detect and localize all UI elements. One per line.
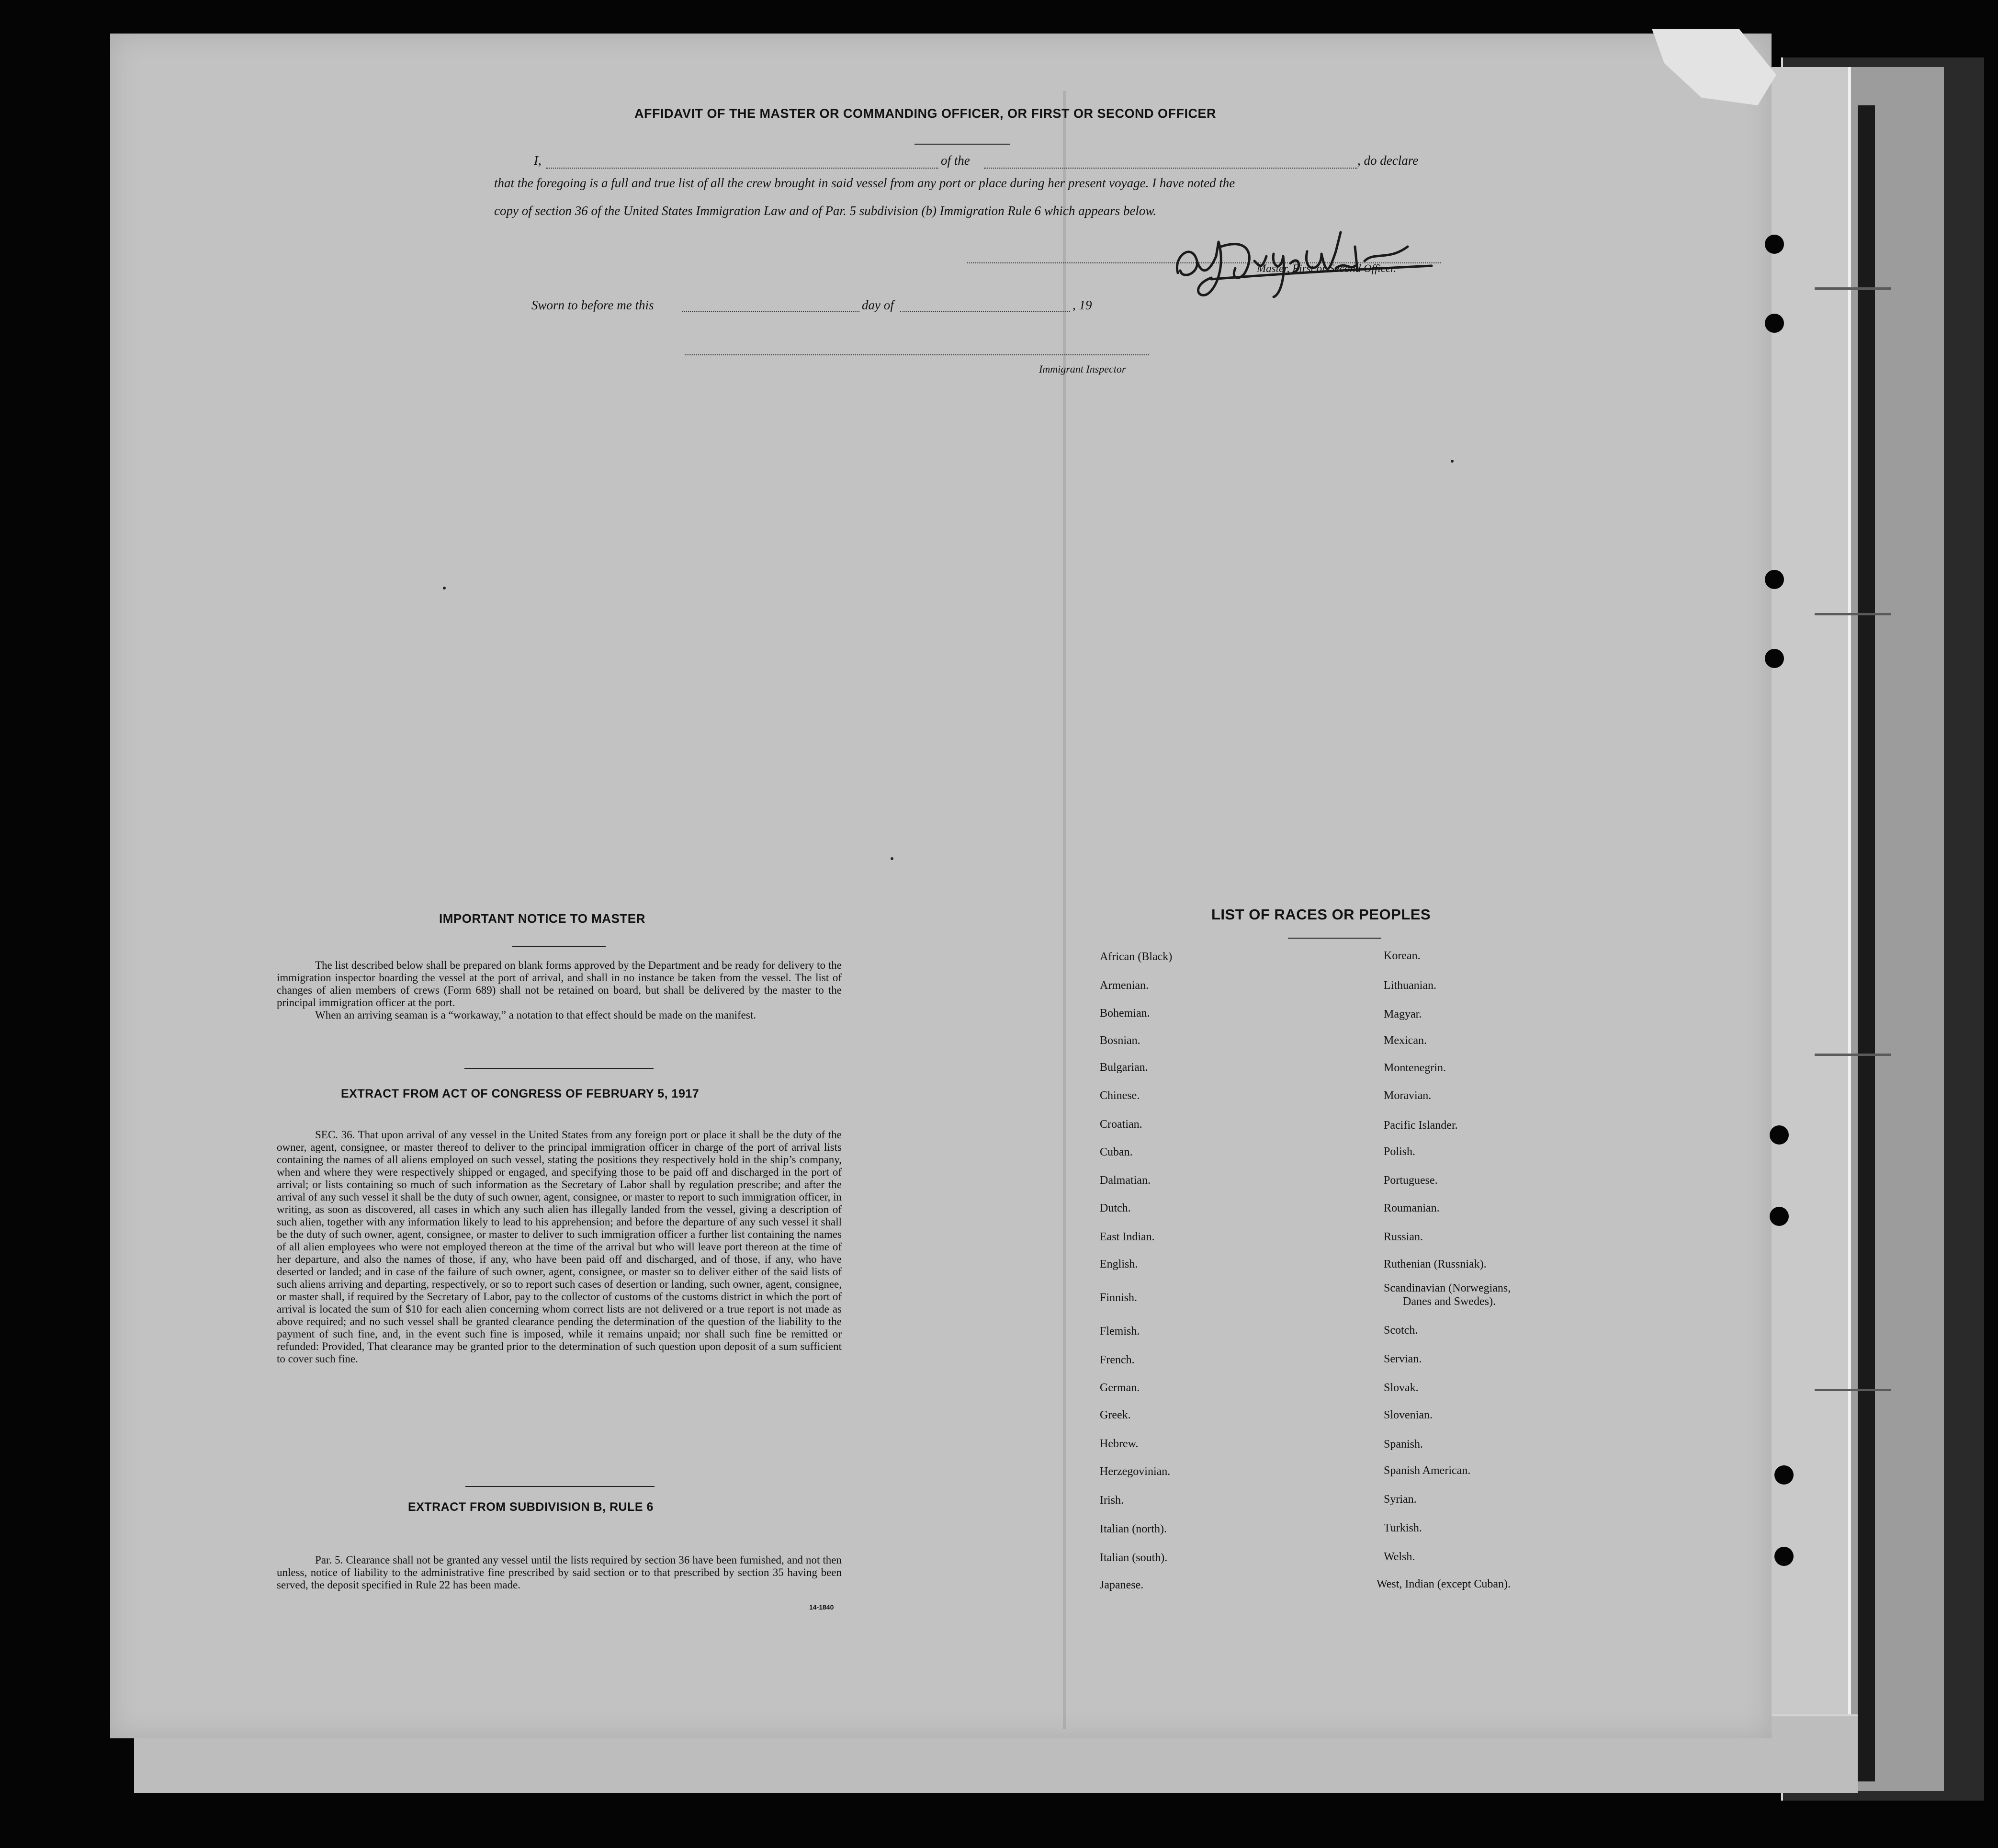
affidavit-line3: copy of section 36 of the United States Immigration Law and of Par. 5 subdivision (b) Immigration Rule 6 which appears below. <box>494 204 1157 218</box>
races-title: LIST OF RACES OR PEOPLES <box>1211 906 1431 923</box>
race-item: Montenegrin. <box>1384 1062 1446 1074</box>
races-rule <box>1288 938 1381 939</box>
sworn-day-field[interactable] <box>682 311 859 312</box>
extract-rule-title: EXTRACT FROM SUBDIVISION B, RULE 6 <box>408 1500 654 1514</box>
race-item: Flemish. <box>1100 1325 1140 1338</box>
race-item: Spanish. <box>1384 1438 1423 1451</box>
extract-act-text: SEC. 36. That upon arrival of any vessel in the United States from any foreign port or place it shall be the duty of the owner, agent, consignee, or master thereof to deliver to the principal immigration officer in charge of the port of arrival lists containing the names of all aliens employed on such vessel, stating the positions they respectively hold in the ship’s company, when and where they were respectively shipped or engaged, and specifying those to be paid off and discharged in the port of arrival; or lists containing so much of such information as the Secretary of Labor shall by regulation prescribe; and after the arrival of any such vessel it shall be the duty of such owner, agent, consignee, or master to report to such immigration officer, in writing, as soon as discovered, all cases in which any such alien has illegally landed from the vessel, giving a description of such alien, together with any information likely to lead to his apprehension; and before the departure of any such vessel it shall be the duty of such owner, agent, consignee, or master to deliver to such immigration officer a further list containing the names of all alien employees who were not employed thereon at the time of the arrival but who will leave port thereon at the time of her departure, and also the names of those, if any, who have been paid off and discharged, and of those, if any, who have deserted or landed; and in case of the failure of such owner, agent, consignee, or master so to deliver either of the said lists of such aliens arriving and departing, respectively, or so to report such cases of desertion or landing, such owner, agent, consignee, or master shall, if required by the Secretary of Labor, pay to the collector of customs of the customs district in which the port of arrival is located the sum of $10 for each alien concerning whom correct lists are not delivered or a true report is not made as above required; and no such vessel shall be granted clearance pending the determination of the question of the liability to the payment of such fine, and, in the event such fine is imposed, while it remains unpaid; nor shall such fine be remitted or refunded: Provided, That clearance may be granted prior to the determination of such question upon deposit of a sum sufficient to cover such fine. <box>277 1129 842 1365</box>
race-item: Ruthenian (Russniak). <box>1384 1258 1487 1270</box>
notice-para-2: When an arriving seaman is a “workaway,” a notation to that effect should be made on the manifest. <box>315 1009 756 1021</box>
signer-label: Master, First or Second Officer. <box>1257 262 1397 274</box>
race-item: Slovak. <box>1384 1382 1419 1394</box>
race-item: Armenian. <box>1100 979 1149 992</box>
race-item: Russian. <box>1384 1231 1423 1243</box>
binder-strip <box>1858 105 1875 1781</box>
section-rule <box>465 1486 655 1487</box>
race-item: Dalmatian. <box>1100 1174 1151 1187</box>
speck <box>443 587 446 590</box>
race-item: Bosnian. <box>1100 1034 1140 1047</box>
race-item: Lithuanian. <box>1384 979 1436 992</box>
notice-title: IMPORTANT NOTICE TO MASTER <box>439 911 645 926</box>
race-item: African (Black) <box>1100 951 1173 963</box>
sworn-month-field[interactable] <box>900 311 1070 312</box>
race-item: Finnish. <box>1100 1292 1138 1304</box>
punch-hole <box>1774 1465 1794 1485</box>
speck <box>891 857 893 860</box>
race-item: Polish. <box>1384 1145 1416 1158</box>
extract-act-title: EXTRACT FROM ACT OF CONGRESS OF FEBRUARY 5, 1917 <box>341 1087 700 1100</box>
race-item: Italian (south). <box>1100 1552 1168 1564</box>
punch-hole <box>1774 1547 1794 1566</box>
race-item: Mexican. <box>1384 1034 1427 1047</box>
race-item: Servian. <box>1384 1353 1422 1365</box>
race-item: Dutch. <box>1100 1202 1131 1214</box>
notice-rule <box>512 946 606 947</box>
ledger-line <box>1815 1389 1891 1391</box>
sworn-day-of: day of <box>862 298 894 312</box>
race-item: Italian (north). <box>1100 1523 1167 1535</box>
inspector-label: Immigrant Inspector <box>1039 363 1126 375</box>
affidavit-line1-declare: , do declare <box>1357 153 1419 168</box>
punch-hole <box>1765 235 1784 254</box>
punch-hole <box>1770 1207 1789 1226</box>
affidavit-line1-of-the: of the <box>941 153 970 168</box>
punch-hole <box>1765 570 1784 589</box>
race-item: Scandinavian (Norwegians, <box>1384 1282 1511 1294</box>
punch-hole <box>1765 314 1784 333</box>
section-rule <box>464 1068 654 1069</box>
ledger-line <box>1815 287 1891 290</box>
race-item: Irish. <box>1100 1494 1124 1507</box>
race-item: Danes and Swedes). <box>1403 1295 1496 1308</box>
inspector-signature-line[interactable] <box>685 354 1149 355</box>
sworn-prefix: Sworn to before me this <box>531 298 654 312</box>
race-item: West, Indian (except Cuban). <box>1377 1578 1511 1590</box>
form-number: 14-1840 <box>809 1603 834 1611</box>
extract-rule-text: Par. 5. Clearance shall not be granted any vessel until the lists required by section 36 have been furnished, and not then unless, notice of liability to the administrative fine prescribed by said section or to that prescribed by section 35 having been served, the deposit specified in Rule 22 has been made. <box>277 1554 842 1591</box>
race-item: East Indian. <box>1100 1231 1155 1243</box>
race-item: Roumanian. <box>1384 1202 1440 1214</box>
race-item: Moravian. <box>1384 1089 1432 1102</box>
page-fold <box>1063 91 1066 1729</box>
race-item: English. <box>1100 1258 1138 1270</box>
notice-para-1: The list described below shall be prepared on blank forms approved by the Department and be ready for delivery to the immigration inspector boarding the vessel at the port of arrival, and shall in no instance be taken from the vessel. The list of changes of alien members of crews (Form 689) shall not be retained on board, but shall be delivered by the master to the principal immigration officer at the port. <box>277 959 842 1009</box>
race-item: Slovenian. <box>1384 1409 1433 1421</box>
ledger-line <box>1815 613 1891 615</box>
race-item: Bulgarian. <box>1100 1061 1148 1074</box>
race-item: Welsh. <box>1384 1551 1415 1563</box>
master-name-field[interactable] <box>546 168 938 169</box>
title-rule <box>914 144 1010 145</box>
race-item: Korean. <box>1384 950 1421 962</box>
punch-hole <box>1765 649 1784 668</box>
race-item: Bohemian. <box>1100 1007 1150 1020</box>
race-item: Chinese. <box>1100 1089 1140 1102</box>
race-item: Greek. <box>1100 1409 1131 1421</box>
ledger-line <box>1815 1054 1891 1056</box>
affidavit-line2: that the foregoing is a full and true list of all the crew brought in said vessel from any port or place during her present voyage. I have noted the <box>494 176 1235 190</box>
race-item: Herzegovinian. <box>1100 1465 1171 1478</box>
race-item: Croatian. <box>1100 1118 1142 1131</box>
affidavit-title: AFFIDAVIT OF THE MASTER OR COMMANDING OFFICER, OR FIRST OR SECOND OFFICER <box>634 106 1216 121</box>
race-item: Syrian. <box>1384 1493 1417 1506</box>
race-item: Cuban. <box>1100 1146 1133 1158</box>
race-item: French. <box>1100 1354 1135 1366</box>
race-item: Turkish. <box>1384 1522 1422 1534</box>
document-page <box>110 34 1772 1738</box>
affidavit-line1-i: I, <box>534 153 542 168</box>
vessel-name-field[interactable] <box>984 168 1357 169</box>
race-item: Japanese. <box>1100 1579 1144 1591</box>
speck <box>1451 460 1454 463</box>
race-item: Spanish American. <box>1384 1464 1471 1477</box>
notice-body <box>277 959 842 1021</box>
race-item: Hebrew. <box>1100 1438 1139 1450</box>
race-item: Magyar. <box>1384 1008 1422 1020</box>
race-item: Portuguese. <box>1384 1174 1438 1187</box>
race-item: German. <box>1100 1382 1140 1394</box>
extract-rule-body <box>277 1554 842 1591</box>
extract-act-body <box>277 1129 842 1365</box>
punch-hole <box>1770 1125 1789 1145</box>
sworn-year: , 19 <box>1072 298 1092 312</box>
race-item: Scotch. <box>1384 1324 1418 1337</box>
race-item: Pacific Islander. <box>1384 1119 1458 1132</box>
